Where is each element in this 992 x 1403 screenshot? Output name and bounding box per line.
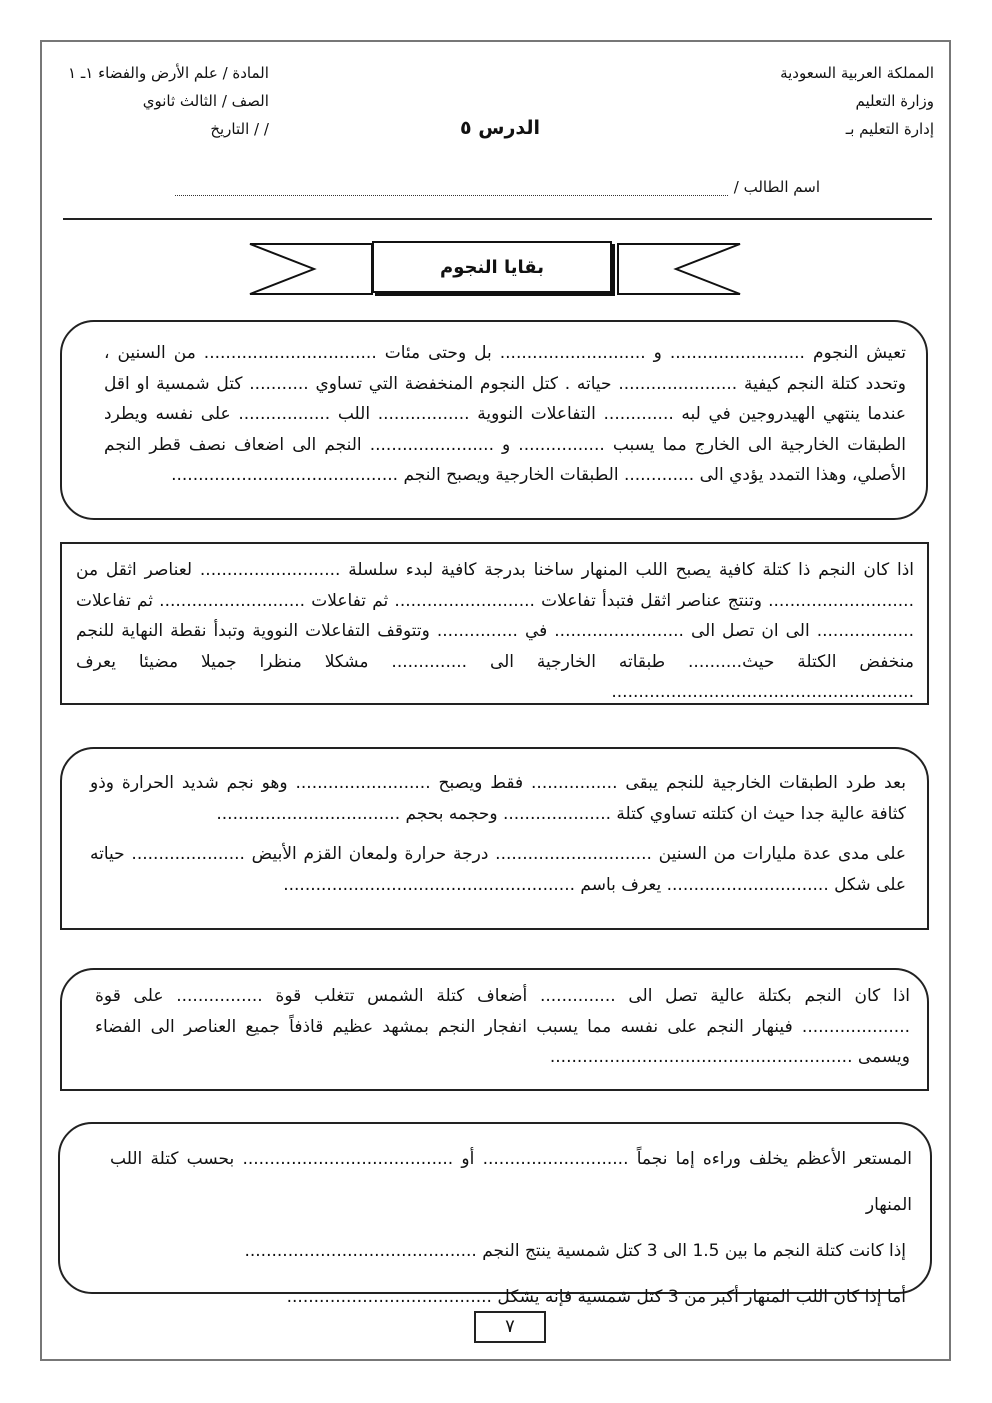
section-5-line-1: المستعر الأعظم يخلف وراءه إما نجماً ........................... أو ....................................... بحسب كتلة اللب المنهار	[110, 1149, 912, 1215]
header-administration: إدارة التعليم بـ	[845, 120, 934, 138]
lesson-label: الدرس ٥	[460, 117, 541, 139]
header-subject: المادة / علم الأرض والفضاء ١ـ ١	[68, 64, 269, 82]
student-name-label: اسم الطالب /	[733, 178, 820, 196]
section-2-text	[76, 555, 914, 708]
lesson-title	[372, 241, 612, 293]
section-5-line-2: إذا كانت كتلة النجم ما بين 1.5 الى 3 كتل شمسية ينتج النجم ...........................................	[244, 1241, 906, 1261]
section-3-text	[90, 768, 906, 900]
header-left	[68, 63, 269, 147]
section-1-paragraph: تعيش النجوم ......................... و ........................... بل وحتى مئات ................................ من السنين ، وتحدد كتلة النجم كيفية ...................... حياته . كتل النجوم المنخفضة التي تساوي ........... كتل شمسية او اقل عندما ينتهي الهيدروجين في لبه ............. التفاعلات النووية ................. اللب ................. على نفسه ويطرد الطبقات الخارجية الى الخارج مما يسبب ................ و ....................... النجم الى اضعاف نصف قطر النجم الأصلي، وهذا التمدد يؤدي الى ............. الطبقات الخارجية ويصبح النجم ..........................................	[104, 343, 906, 485]
section-2-paragraph: اذا كان النجم ذا كتلة كافية يصبح اللب المنهار ساخنا بدرجة كافية لبدء سلسلة .......................... لعناصر اثقل من ........................... وتنتج عناصر اثقل فتبدأ تفاعلات .......................... ثم تفاعلات ........................... ثم تفاعلات .................. الى ان تصل الى ........................ في ............... وتتوقف التفاعلات النووية وتبدأ نقطة النهاية للنجم منخفض الكتلة حيث.......... طبقاته الخارجية الى .............. مشكلا منظرا جميلا مضيئا يعرف ........................................................	[76, 560, 914, 702]
section-3-paragraph-a: بعد طرد الطبقات الخارجية للنجم يبقى ................ فقط ويصبح ......................... وهو نجم شديد الحرارة وذو كثافة عالية جدا حيث ان كتلته تساوي كتلة .................... وحجمه بحجم ..................................	[90, 773, 906, 824]
header-country: المملكة العربية السعودية	[780, 64, 934, 82]
header-right	[780, 63, 934, 147]
header-ministry: وزارة التعليم	[855, 92, 934, 110]
section-4-text	[95, 981, 910, 1073]
lesson-title-text: بقايا النجوم	[440, 256, 544, 278]
section-1-text	[104, 338, 906, 491]
section-4-paragraph: اذا كان النجم بكتلة عالية تصل الى .............. أضعاف كتلة الشمس تتغلب قوة ................ على قوة .................... فينهار النجم على نفسه مما يسبب انفجار النجم بمشهد عظيم قاذفاً جميع العناصر الى الفضاء ويسمى ........................................................	[95, 986, 910, 1067]
page-number	[474, 1311, 546, 1343]
header-grade: الصف / الثالث ثانوي	[142, 92, 269, 110]
section-5-line-3: أما إذا كان اللب المنهار أكبر من 3 كتل شمسية فإنه يشكل ......................................	[286, 1287, 906, 1307]
student-name-field[interactable]	[175, 181, 728, 196]
section-5-text	[110, 1136, 912, 1320]
header-date: التاريخ / /	[210, 120, 269, 138]
page-number-text: ٧	[505, 1316, 515, 1337]
section-3-paragraph-b: على مدى عدة مليارات من السنين ............................. درجة حرارة ولمعان القزم الأبيض ..................... حياته على شكل .............................. يعرف باسم ......................................................	[90, 844, 906, 895]
student-name-row	[175, 178, 820, 196]
header-divider	[63, 218, 932, 220]
